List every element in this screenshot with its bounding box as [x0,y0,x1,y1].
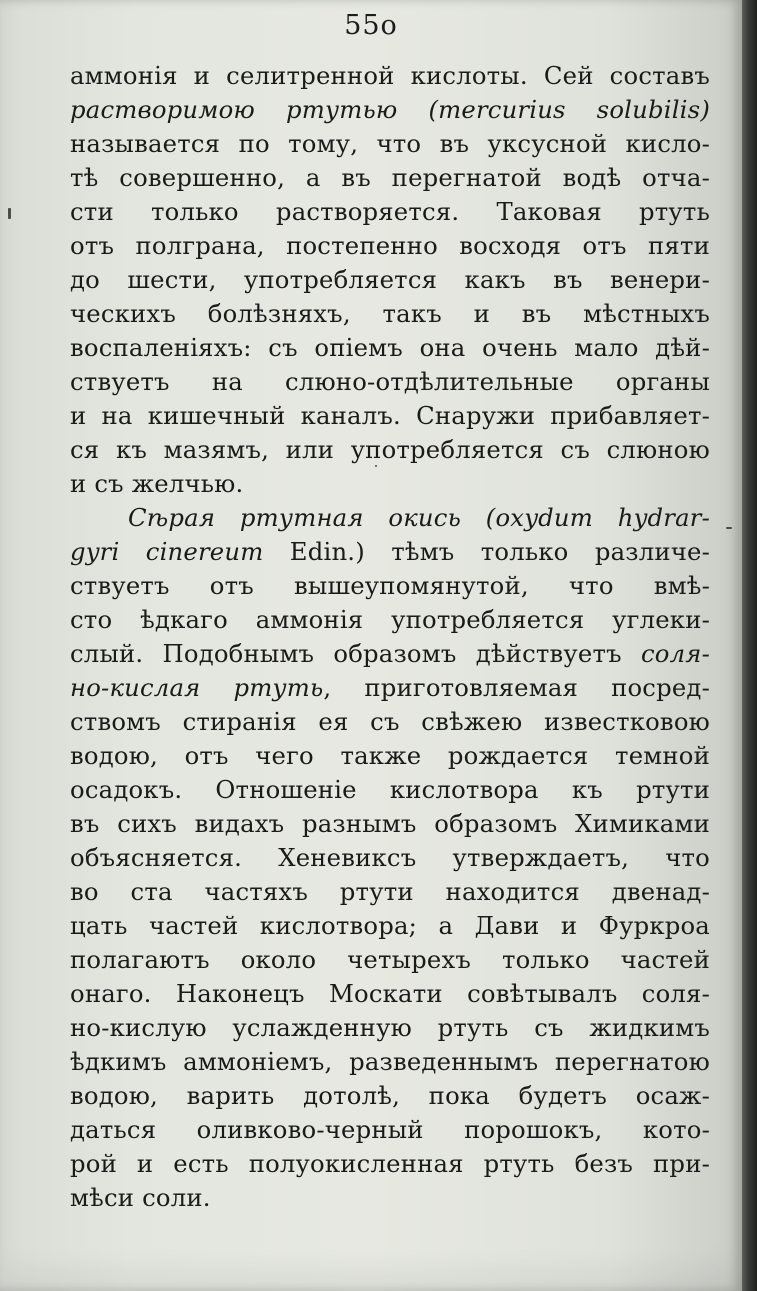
text-segment: слый. Подобнымъ образомъ дѣйствуетъ [70,639,641,668]
text-line [70,739,710,773]
text-segment: осадокъ. Отношеніе кислотвора къ ртути [70,775,710,804]
ink-speck [375,465,377,467]
text-line [70,671,710,705]
text-segment: мѣси соли. [70,1183,211,1212]
text-line [70,977,710,1011]
text-line [70,161,710,195]
text-line [70,229,710,263]
text-line [70,569,710,603]
text-segment: онаго. Наконецъ Москати совѣтывалъ соля- [70,979,710,1008]
text-segment: ѣдкимъ аммоніемъ, разведеннымъ перегнатою [70,1047,710,1076]
text-line [70,875,710,909]
text-line [70,467,710,501]
text-line [70,705,710,739]
text-segment: Edin.) тѣмъ только различе- [263,537,710,566]
text-line [70,93,710,127]
text-line [70,773,710,807]
text-segment: тѣ совершенно, а въ перегнатой водѣ отча- [70,163,710,192]
text-line [70,1147,710,1181]
text-line [70,909,710,943]
text-segment: цать частей кислотвора; а Дави и Фуркроа [70,911,710,940]
text-segment: во ста частяхъ ртути находится двенад- [70,877,710,906]
text-segment: но-кислую услажденную ртуть съ жидкимъ [70,1013,710,1042]
text-line [70,501,710,535]
text-segment: сти только растворяется. Таковая ртуть [70,197,710,226]
text-line [70,127,710,161]
text-line [70,1045,710,1079]
text-line [70,943,710,977]
text-line [70,195,710,229]
text-line [70,1079,710,1113]
text-segment: и на кишечный каналъ. Снаружи прибавляет- [70,401,710,430]
text-line [70,1113,710,1147]
text-line [70,807,710,841]
text-line [70,399,710,433]
text-segment: аммонія и селитренной кислоты. Сей составъ [70,61,710,90]
text-segment: , приготовляемая посред- [323,673,711,702]
text-segment: водою, отъ чего также рождается темной [70,741,710,770]
text-line [70,1011,710,1045]
ink-speck [8,208,11,219]
text-segment: полагаютъ около четырехъ только частей [70,945,710,974]
text-line [70,535,710,569]
text-line [70,365,710,399]
body-text [70,59,710,1215]
text-segment: ствуетъ на слюно-отдѣлительные органы [70,367,710,396]
italic-segment: но-кислая ртуть [70,673,324,702]
text-line [70,433,710,467]
text-segment: ствомъ стиранія ея съ свѣжею известковою [70,707,710,736]
italic-segment: соля- [640,639,710,668]
text-segment: воспаленіяхъ: съ опіемъ она очень мало дѣй- [70,333,710,362]
text-segment: до шести, употребляется какъ въ венери- [70,265,710,294]
text-line [70,637,710,671]
text-segment: ствуетъ отъ вышеупомянутой, что вмѣ- [70,571,710,600]
italic-segment: растворимою ртутью (mercurius solubilis) [70,95,710,124]
text-segment: ческихъ болѣзняхъ, такъ и въ мѣстныхъ [70,299,710,328]
text-line [70,841,710,875]
italic-segment: Сѣрая ртутная окись (oxydum hydrar- [128,503,710,532]
text-line [70,603,710,637]
text-segment: и съ желчью. [70,469,244,498]
text-segment: даться оливково-черный порошокъ, кото- [70,1115,710,1144]
text-segment: сто ѣдкаго аммонія употребляется углеки- [70,605,710,634]
ink-speck [726,527,732,529]
text-segment: ся къ мазямъ, или употребляется съ слюною [70,435,710,464]
text-segment: въ сихъ видахъ разнымъ образомъ Химиками [70,809,710,838]
text-line [70,331,710,365]
text-segment: рой и есть полуокисленная ртуть безъ при- [70,1149,710,1178]
text-line [70,297,710,331]
text-line [70,59,710,93]
text-segment: водою, варить дотолѣ, пока будетъ осаж- [70,1081,710,1110]
text-line [70,263,710,297]
italic-segment: gyri cinereum [70,537,264,566]
text-segment: называется по тому, что въ уксусной кисло- [70,129,710,158]
text-segment: объясняется. Хеневиксъ утверждаетъ, что [70,843,710,872]
text-line [70,1181,710,1215]
text-segment: отъ полграна, постепенно восходя отъ пяти [70,231,710,260]
page-number: 55o [344,10,398,41]
